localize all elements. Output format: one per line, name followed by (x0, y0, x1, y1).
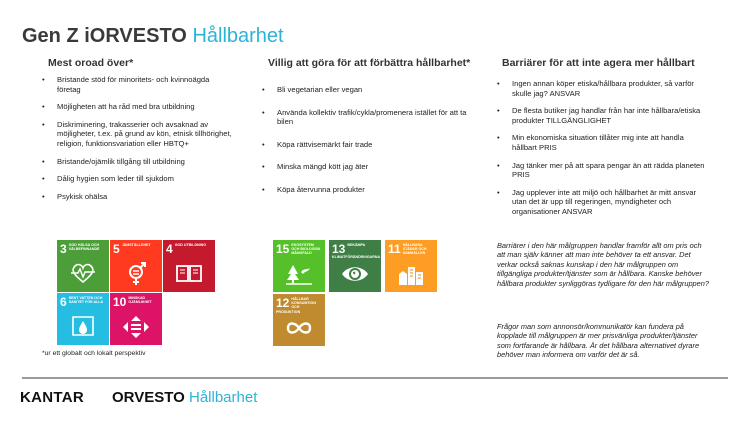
list-item: • Ingen annan köper etiska/hållbara produkter, så varför skulle jag? ANSVAR (497, 79, 707, 98)
barriers-summary: Barriärer i den här målgruppen handlar framför allt om pris och att man själv känner att man inte behöver ta ett ansvar. Det verkar också saknas kunskap i den här målgruppen om tillgängliga produkter/tjänster som är hållbara. Kanske behöver hållbara produkter synliggöras tydligare för den här målgruppen? (497, 241, 709, 288)
list-item: • Köpa återvunna produkter (262, 185, 467, 195)
col3-list (497, 79, 707, 225)
sdg-tile-3: 3 GOD HÄLSA OCH VÄLBEFINNANDE (57, 240, 109, 292)
sdg-tile-13: 13 BEKÄMPA KLIMATFÖRÄNDRINGARNA (329, 240, 381, 292)
sdg-tile-12: 12 HÅLLBAR KONSUMTION OCH PRODUKTION (273, 294, 325, 346)
kantar-logo: KANTAR (20, 389, 85, 406)
col1-list (42, 75, 232, 209)
title-prefix: Gen Z i (22, 25, 90, 47)
list-item: • Bli vegetarian eller vegan (262, 85, 467, 95)
water-drop-icon (69, 315, 97, 339)
advertiser-questions: Frågor man som annonsör/kommunikatör kan fundera på kopplade till målgruppen är mer prisvänliga produkter/tjänster som fortfarande är hållbara. Är det hållbara alternativet dyrare behöver man informera om varför det är så. (497, 322, 700, 360)
reduced-inequality-icon (122, 315, 150, 339)
list-item: • Minska mängd kött jag äter (262, 162, 467, 172)
list-item: • Köpa rättvisemärkt fair trade (262, 140, 467, 150)
footer-suffix: Hållbarhet (188, 389, 258, 406)
list-item: • Min ekonomiska situation tillåter mig inte att handla hållbart PRIS (497, 133, 707, 152)
heartbeat-icon (69, 262, 97, 284)
list-item: • Jag tänker mer på att spara pengar än att rädda planeten PRIS (497, 161, 707, 180)
footer-brand: ORVESTO (112, 389, 185, 406)
title-suffix: Hållbarhet (192, 25, 284, 47)
footer-divider (22, 377, 728, 379)
tree-bird-icon (285, 262, 313, 286)
list-item: • Diskriminering, trakasserier och avsaknad av möjligheter, t.ex. på grund av kön, etnisk tillhörighet, religion, funktionsvariation eller HBTQ+ (42, 120, 232, 149)
sdg-tile-6: 6 RENT VATTEN OCH SANITET FÖR ALLA (57, 293, 109, 345)
footnote: *ur ett globalt och lokalt perspektiv (42, 350, 146, 357)
list-item: • Jag upplever inte att miljö och hållbarhet är mitt ansvar utan det är upp till regeringen, myndigheter och organisationer ANSVAR (497, 188, 707, 217)
col1-heading: Mest oroad över* (48, 57, 134, 69)
list-item: • Bristande/ojämlik tillgång till utbildning (42, 157, 232, 167)
sdg-tile-15: 15 EKOSYSTEM OCH BIOLOGISK MÅNGFALD (273, 240, 325, 292)
list-item: • Möjligheten att ha råd med bra utbildning (42, 102, 232, 112)
list-item: • Psykisk ohälsa (42, 192, 232, 202)
list-item: • Dålig hygien som leder till sjukdom (42, 174, 232, 184)
list-item: • Bristande stöd för minoritets- och kvinnoägda företag (42, 75, 232, 94)
sdg-tile-10: 10 MINSKAD OJÄMLIKHET (110, 293, 162, 345)
col3-heading: Barriärer för att inte agera mer hållbart (502, 57, 695, 69)
col2-heading: Villig att göra för att förbättra hållbarhet* (268, 57, 471, 69)
city-icon (397, 262, 425, 286)
eye-globe-icon (341, 262, 369, 286)
title-brand: ORVESTO (89, 25, 187, 47)
orvesto-logo (112, 389, 257, 406)
sdg-tile-5: 5 JÄMSTÄLLDHET (110, 240, 162, 292)
list-item: • Använda kollektiv trafik/cykla/promenera istället för att ta bilen (262, 108, 467, 127)
page-title (22, 24, 284, 48)
list-item: • De flesta butiker jag handlar från har inte hållbara/etiska produkter TILLGÄNGLIGHET (497, 106, 707, 125)
book-icon (175, 262, 203, 284)
sdg-tile-4: 4 GOD UTBILDNING (163, 240, 215, 292)
gender-equality-icon (122, 262, 150, 286)
col2-list (262, 85, 467, 203)
sdg-tile-11: 11 HÅLLBARA STÄDER OCH SAMHÄLLEN (385, 240, 437, 292)
infinity-icon (285, 316, 313, 340)
